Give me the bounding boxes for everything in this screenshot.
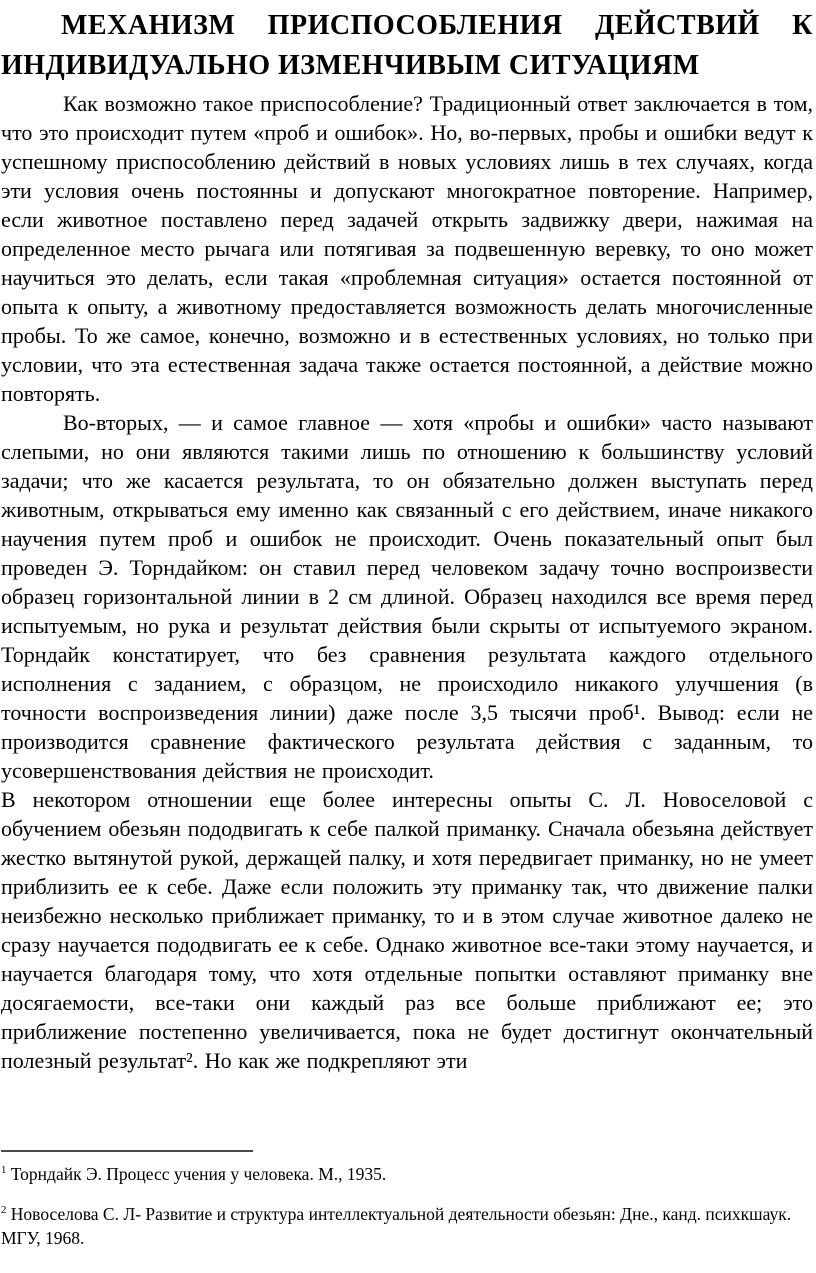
paragraph-trial-and-error: Как возможно такое приспособление? Традиционный ответ заключается в том, что это происходит путем «проб и ошибок». Но, во-первых, пробы и ошибки ведут к успешному приспособлению действий в новых условиях лишь в тех случаях, когда эти условия очень постоянны и допускают многократное повторение. Например, если животное поставлено перед задачей открыть задвижку двери, нажимая на определенное место рычага или потягивая за подвешенную веревку, то оно может научиться это делать, если такая «проблемная ситуация» остается постоянной от опыта к опыту, а животному предоставляется возможность делать многочисленные пробы. То же самое, конечно, возможно и в естественных условиях, но только при условии, что эта естественная задача также остается постоянной, а действие можно повторять. [1,91,813,406]
title-line-2: ИНДИВИДУАЛЬНО ИЗМЕНЧИВЫМ СИТУАЦИЯМ [1,50,700,81]
paragraph-novoselova-experiment: В некотором отношении еще более интересны опыты С. Л. Новоселовой с обучением обезьян пододвигать к себе палкой приманку. Сначала обезьяна действует жестко вытянутой рукой, держащей палку, и хотя передвигает приманку, но не умеет приблизить ее к себе. Даже если положить эту приманку так, что движение палки неизбежно несколько приближает приманку, то и в этом случае животное далеко не сразу научается пододвигать ее к себе. Однако животное все-таки этому научается, и научается благодаря тому, что хотя отдельные попытки оставляют приманку вне досягаемости, все-таки они каждый раз все больше приближают ее; это приближение постепенно увеличивается, пока не будет достигнут окончательный полезный результат². Но как же подкрепляют эти [1,787,813,1073]
document-title [1,6,813,86]
footnote-2-marker: 2 [1,1204,7,1217]
footnotes-section [1,1150,813,1266]
footnote-1 [1,1162,813,1186]
title-line-1: МЕХАНИЗМ ПРИСПОСОБЛЕНИЯ ДЕЙСТВИЙ К [61,10,813,41]
footnote-2-text: Новоселова С. Л- Развитие и структура интеллектуальной деятельности обезьян: Дне., канд. психкшаук. МГУ, 1968. [1,1204,792,1248]
footnote-1-text: Торндайк Э. Процесс учения у человека. М., 1935. [10,1164,387,1184]
footnote-1-marker: 1 [1,1164,7,1177]
footnote-separator-line [1,1150,253,1152]
paragraph-thorndike-experiment: Во-вторых, — и самое главное — хотя «пробы и ошибки» часто называют слепыми, но они являются такими лишь по отношению к большинству условий задачи; что же касается результата, то он обязательно должен выступать перед животным, открываться ему именно как связанный с его действием, иначе никакого научения путем проб и ошибок не происходит. Очень показательный опыт был проведен Э. Торндайком: он ставил перед человеком задачу точно воспроизвести образец горизонтальной линии в 2 см длиной. Образец находился все время перед испытуемым, но рука и результат действия были скрыты от испытуемого экраном. Торндайк констатирует, что без сравнения результата каждого отдельного исполнения с заданием, с образцом, не происходило никакого улучшения (в точности воспроизведения линии) даже после 3,5 тысячи проб¹. Вывод: если не производится сравнение фактического результата действия с заданным, то усовершенствования действия не происходит. [1,410,813,783]
footnote-2 [1,1202,813,1250]
